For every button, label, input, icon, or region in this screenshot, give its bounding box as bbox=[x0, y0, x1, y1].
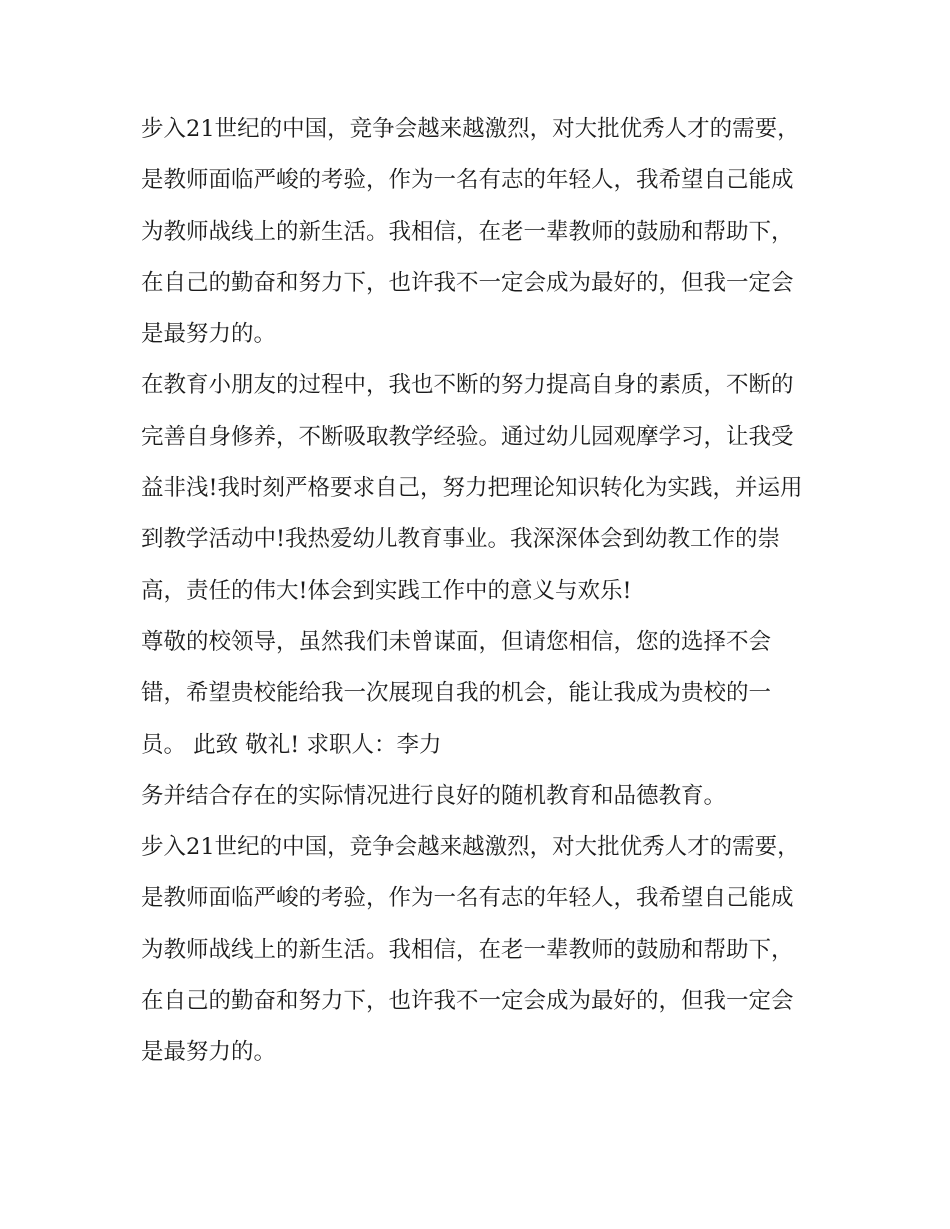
paragraph-intro-repeat: 步入21世纪的中国，竞争会越来越激烈，对大批优秀人才的需要，是教师面临严峻的考验，作为一名有志的年轻人，我希望自己能成为教师战线上的新生活。我相信，在老一辈教师的鼓励和帮助下，在自己的勤奋和努力下，也许我不一定会成为最好的，但我一定会是最努力的。 bbox=[141, 834, 800, 1066]
document-body bbox=[141, 104, 813, 1079]
paragraph-teaching-experience: 在教育小朋友的过程中，我也不断的努力提高自身的素质，不断的完善自身修养，不断吸取教学经验。通过幼儿园观摩学习，让我受益非浅!我时刻严格要求自己，努力把理论知识转化为实践，并运用到教学活动中!我热爱幼儿教育事业。我深深体会到幼教工作的崇高，责任的伟大!体会到实践工作中的意义与欢乐! bbox=[141, 372, 803, 604]
paragraph-fragment: 务并结合存在的实际情况进行良好的随机教育和品德教育。 bbox=[141, 782, 727, 809]
paragraph-closing: 尊敬的校领导，虽然我们未曾谋面，但请您相信，您的选择不会错，希望贵校能给我一次展现自我的机会，能让我成为贵校的一员。 此致 敬礼! 求职人：李力 bbox=[141, 628, 772, 758]
paragraph-intro: 步入21世纪的中国，竞争会越来越激烈，对大批优秀人才的需要，是教师面临严峻的考验，作为一名有志的年轻人，我希望自己能成为教师战线上的新生活。我相信，在老一辈教师的鼓励和帮助下，在自己的勤奋和努力下，也许我不一定会成为最好的，但我一定会是最努力的。 bbox=[141, 116, 800, 348]
